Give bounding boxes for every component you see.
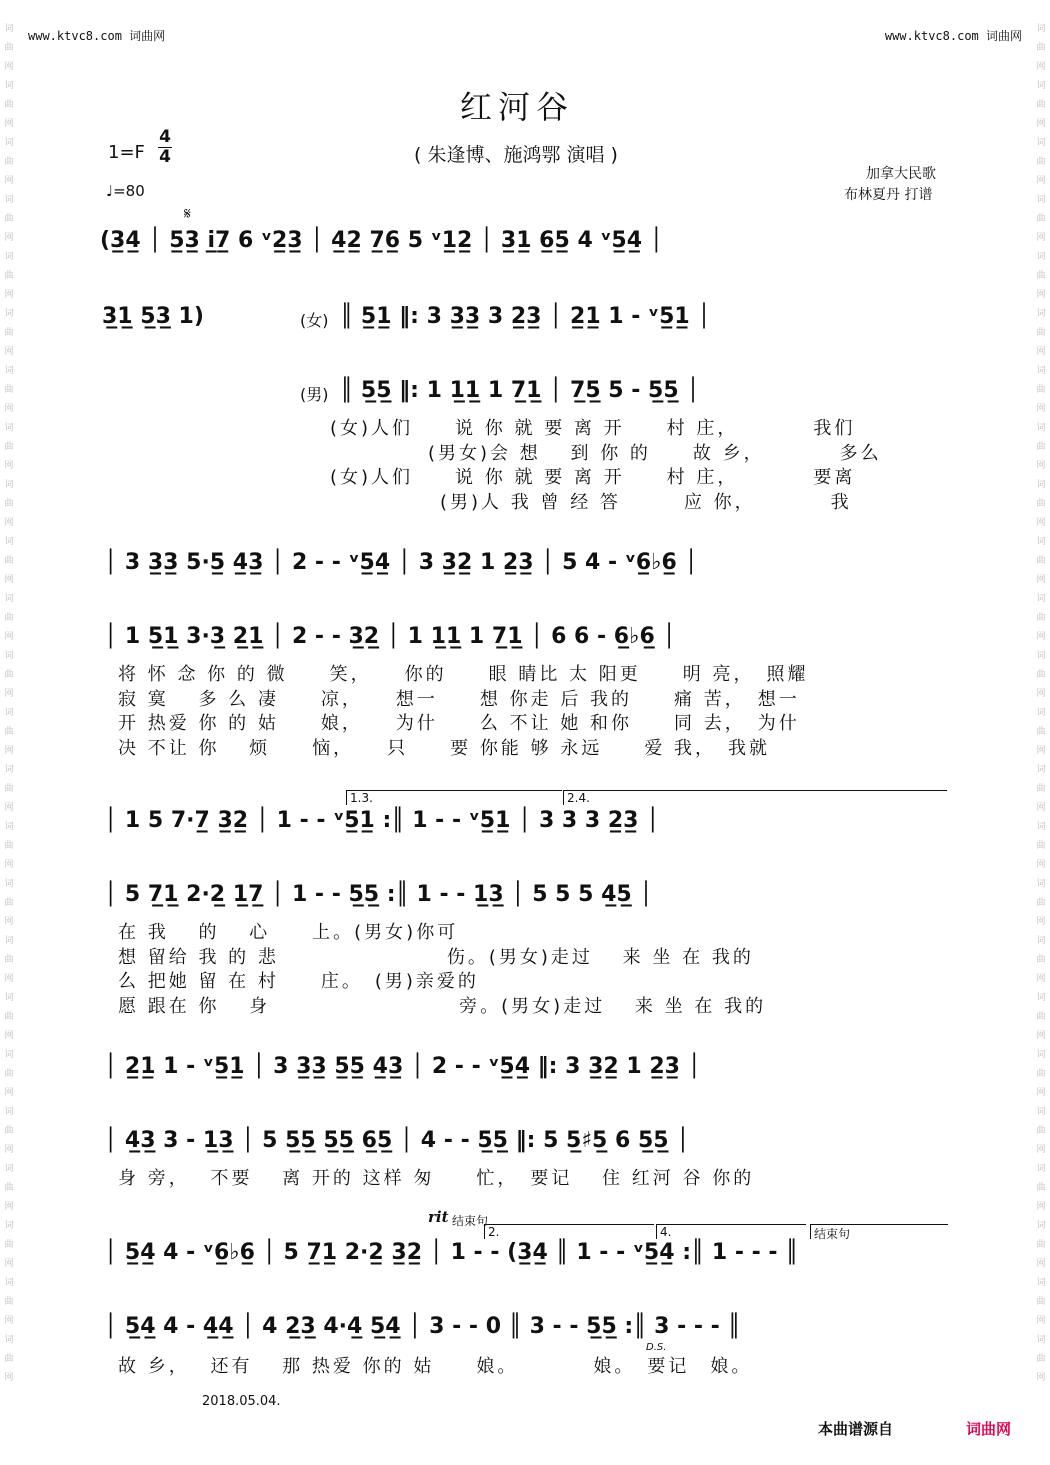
- side-watermark-text: 词曲网: [4, 138, 14, 186]
- side-watermark-text: 词曲网: [1036, 138, 1046, 186]
- side-watermark-text: 词曲网: [1036, 1107, 1046, 1155]
- side-watermark-text: 词曲网: [1036, 81, 1046, 129]
- side-watermark-text: 词曲网: [4, 366, 14, 414]
- side-watermark-text: 词曲网: [4, 879, 14, 927]
- side-watermark-text: 词曲网: [1036, 879, 1046, 927]
- side-watermark-text: 词曲网: [1036, 309, 1046, 357]
- volta-4: 4.: [656, 1224, 806, 1239]
- side-watermark-text: 词曲网: [4, 537, 14, 585]
- side-watermark-text: 词曲网: [1036, 366, 1046, 414]
- row6-female-notes: │ 5̲4̲ 4 - ᵛ6̲♭6̲ │ 5 7̲1̲ 2·2̲ 3̲2̲ │ 1 - - (3̲4̲ ║ 1 - - ᵛ5̲4̲ :║ 1 - - - ║: [104, 1240, 799, 1265]
- side-watermark-text: 词曲网: [4, 822, 14, 870]
- lyric-line-5: 故 乡， 还有 那 热爱 你的 姑 娘。 娘。 要记 娘。: [118, 1356, 753, 1377]
- row5-female-notes: │ 2̲1̲ 1 - ᵛ5̲1̲ │ 3 3̲3̲ 5̲5̲ 4̲3̲ │ 2 - - ᵛ5̲4̲ ‖: 3 3̲2̲ 1 2̲3̲ │: [104, 1054, 701, 1079]
- side-watermark-text: 词曲网: [4, 936, 14, 984]
- side-watermark-text: 词曲网: [1036, 1221, 1046, 1269]
- voice-label-female: (女): [300, 311, 329, 330]
- volta-1-3: 1.3.: [346, 790, 562, 805]
- row6-male-notes: │ 5̲4̲ 4 - 4̲4̲ │ 4 2̲3̲ 4·4̲ 5̲4̲ │ 3 - - 0 ║ 3 - - 5̲5̲ :║ 3 - - - ║: [104, 1314, 741, 1339]
- score-row-2-female: [0, 304, 1050, 344]
- tempo-value: =80: [113, 182, 145, 200]
- score-row-4-female: [0, 808, 1050, 848]
- side-watermark-text: 词曲网: [4, 594, 14, 642]
- female-part-notes: ║ 5̲1̲ ‖: 3 3̲3̲ 3 2̲3̲ │ 2̲1̲ 1 - ᵛ5̲1̲ │: [340, 304, 711, 329]
- side-watermark-text: 词曲网: [1036, 708, 1046, 756]
- score-row-4-male: [0, 882, 1050, 922]
- side-watermark-text: 词曲网: [4, 195, 14, 243]
- ds-marking: D.S.: [646, 1342, 667, 1353]
- lyric-line-1-1: (女)人们 说 你 就 要 离 开 村 庄， 我们: [330, 418, 856, 439]
- side-watermark-text: 词曲网: [4, 1050, 14, 1098]
- lyric-line-2-3: 开 热爱 你 的 姑 娘， 为什 么 不让 她 和你 同 去， 为什: [118, 713, 800, 734]
- side-watermark-text: 词曲网: [4, 1221, 14, 1269]
- intro-ending-notes: 3̲1̲ 5̲3̲ 1): [102, 304, 204, 329]
- side-watermark-text: 词曲网: [4, 423, 14, 471]
- side-watermark-text: 词曲网: [1036, 252, 1046, 300]
- footer-source-label: 本曲谱源自: [818, 1420, 894, 1438]
- side-watermark-text: 词曲网: [1036, 537, 1046, 585]
- side-watermark-text: 词曲网: [4, 1278, 14, 1326]
- footer-logo[interactable]: 词曲网: [966, 1420, 1012, 1438]
- side-watermark-text: 词曲网: [1036, 195, 1046, 243]
- lyric-line-3-4: 愿 跟在 你 身 旁。(男女)走过 来 坐 在 我的: [118, 996, 767, 1017]
- side-watermark-text: 词曲网: [4, 993, 14, 1041]
- date-stamp: 2018.05.04.: [202, 1394, 281, 1409]
- side-watermark-text: 词曲网: [4, 765, 14, 813]
- time-sig-bottom: 4: [159, 147, 171, 167]
- score-row-6-female: [0, 1240, 1050, 1280]
- intro-notes: (3̲4̲ │ 5̲3̲ i̲7̲ 6 ᵛ2̲3̲ │ 4̲2̲ 7̲6̲ 5 ᵛ1̲2̲ │ 3̲1̲ 6̲5̲ 4 ᵛ5̲4̲ │: [100, 228, 663, 253]
- lyric-line-1-4: (男)人 我 曾 经 答 应 你， 我: [440, 492, 852, 513]
- origin-label: 加拿大民歌: [866, 166, 936, 182]
- header-right-site: www.ktvc8.com 词曲网: [884, 29, 1022, 43]
- side-watermark-text: 词曲网: [1036, 936, 1046, 984]
- lyric-line-2-2: 寂 寞 多 么 凄 凉， 想一 想 你走 后 我的 痛 苦， 想一: [118, 689, 800, 710]
- lyric-line-1-3: (女)人们 说 你 就 要 离 开 村 庄， 要离: [330, 467, 856, 488]
- lyric-line-1-2: (男女)会 想 到 你 的 故 乡， 多么: [428, 443, 882, 464]
- lyric-line-3-1: 在 我 的 心 上。(男女)你可: [118, 922, 459, 943]
- side-watermark-text: 词曲网: [4, 480, 14, 528]
- key-signature: 1=F: [108, 142, 145, 163]
- score-row-3-female: [0, 550, 1050, 590]
- header-left-site: www.ktvc8.com 词曲网: [28, 29, 166, 43]
- row3-female-notes: │ 3 3̲3̲ 5·5̲ 4̲3̲ │ 2 - - ᵛ5̲4̲ │ 3 3̲2̲ 1 2̲3̲ │ 5 4 - ᵛ6̲♭6̲ │: [104, 550, 698, 575]
- side-watermark-text: 词曲网: [1036, 594, 1046, 642]
- volta-2: 2.: [484, 1224, 654, 1239]
- side-watermark-text: 词曲网: [4, 81, 14, 129]
- song-title: 红河谷: [460, 88, 575, 126]
- side-watermark-text: 词曲网: [4, 708, 14, 756]
- quarter-note-icon: ♩: [106, 182, 114, 200]
- side-watermark-text: 词曲网: [4, 1164, 14, 1212]
- side-watermark-text: 词曲网: [1036, 993, 1046, 1041]
- row5-male-notes: │ 4̲3̲ 3 - 1̲3̲ │ 5 5̲5̲ 5̲5̲ 6̲5̲ │ 4 - - 5̲5̲ ‖: 5 5̲♯5̲ 6 5̲5̲ │: [104, 1128, 690, 1153]
- side-watermark-text: 词曲网: [4, 252, 14, 300]
- time-signature: [158, 128, 172, 167]
- side-watermark-text: 词曲网: [1036, 423, 1046, 471]
- lyric-line-3-3: 么 把她 留 在 村 庄。 (男)亲爱的: [118, 971, 479, 992]
- side-watermark-text: 词曲网: [1036, 1050, 1046, 1098]
- score-row-6-male: [0, 1314, 1050, 1354]
- time-sig-top: 4: [159, 127, 171, 147]
- score-row-3-male: [0, 624, 1050, 664]
- row4-male-notes: │ 5 7̲1̲ 2·2̲ 1̲7̲ │ 1 - - 5̲5̲ :║ 1 - - 1̲3̲ │ 5 5 5 4̲5̲ │: [104, 882, 653, 907]
- score-row-2-male: [0, 378, 1050, 418]
- side-watermark-text: 词曲网: [4, 1335, 14, 1383]
- side-watermark-text: 词曲网: [1036, 765, 1046, 813]
- score-row-5-female: [0, 1054, 1050, 1094]
- male-part-notes: ║ 5̲5̲ ‖: 1 1̲1̲ 1 7̲1̲ │ 7̲5̲ 5 - 5̲5̲ │: [340, 378, 700, 403]
- side-watermark-text: 词曲网: [1036, 651, 1046, 699]
- score-row-intro: [0, 228, 1050, 268]
- volta-2-4: 2.4.: [563, 790, 947, 805]
- side-watermark-text: 词曲网: [4, 651, 14, 699]
- side-watermark-text: 词曲网: [1036, 480, 1046, 528]
- segno-sign: 𝄋: [184, 204, 191, 223]
- row4-female-notes: │ 1 5 7·7̲ 3̲2̲ │ 1 - - ᵛ5̲1̲ :║ 1 - - ᵛ5̲1̲ │ 3 3 3 2̲3̲ │: [104, 808, 660, 833]
- side-watermark-text: 词曲网: [4, 309, 14, 357]
- side-watermark-text: 词曲网: [1036, 24, 1046, 72]
- side-watermark-text: 词曲网: [1036, 1164, 1046, 1212]
- tempo: [106, 182, 145, 200]
- side-watermark-text: 词曲网: [4, 1107, 14, 1155]
- score-row-5-male: [0, 1128, 1050, 1168]
- side-watermark-text: 词曲网: [1036, 1335, 1046, 1383]
- performers: ( 朱逢博、施鸿鄂 演唱 ): [414, 144, 618, 166]
- transcriber-label: 布林夏丹 打谱: [844, 187, 933, 203]
- lyric-line-4: 身 旁， 不要 离 开的 这样 匆 忙， 要记 住 红河 谷 你的: [118, 1168, 755, 1189]
- row3-male-notes: │ 1 5̲1̲ 3·3̲ 2̲1̲ │ 2 - - 3̲2̲ │ 1 1̲1̲ 1 7̲1̲ │ 6 6 - 6̲♭6̲ │: [104, 624, 676, 649]
- rit-ending-note: 结束句: [452, 1214, 489, 1228]
- volta-ending: 结束句: [810, 1224, 948, 1239]
- side-watermark-text: 词曲网: [4, 24, 14, 72]
- voice-label-male: (男): [300, 385, 329, 404]
- side-watermark-text: 词曲网: [1036, 1278, 1046, 1326]
- lyric-line-3-2: 想 留给 我 的 悲 伤。(男女)走过 来 坐 在 我的: [118, 947, 754, 968]
- rit-marking: rit: [428, 1208, 449, 1226]
- lyric-line-2-1: 将 怀 念 你 的 微 笑， 你的 眼 睛比 太 阳更 明 亮， 照耀: [118, 664, 809, 685]
- lyric-line-2-4: 决 不让 你 烦 恼， 只 要 你能 够 永远 爱 我， 我就: [118, 738, 771, 759]
- side-watermark-text: 词曲网: [1036, 822, 1046, 870]
